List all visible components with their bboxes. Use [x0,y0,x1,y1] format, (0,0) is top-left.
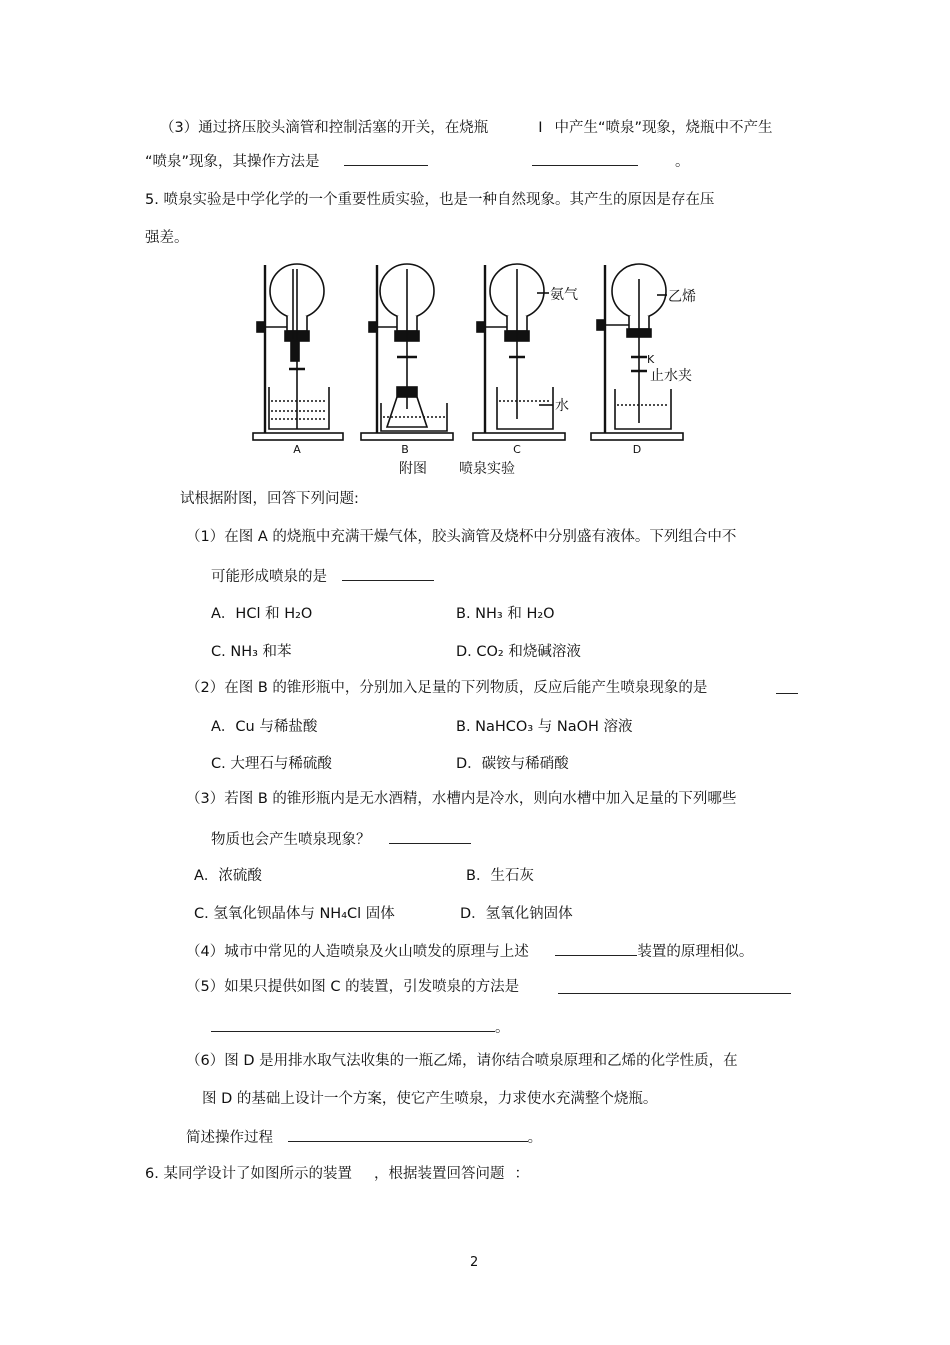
q5-p4-line [186,941,753,961]
q5-p1-option-c: C. NH₃ 和苯 [211,644,292,660]
q5-p3-line2-text: 物质也会产生喷泉现象？ [211,832,371,848]
figure-d-k-label: K [647,353,655,366]
q3-line1b: I [538,120,543,136]
q5-stem-line2: 强差。 [145,230,189,246]
fountain-experiment-figure [247,259,699,481]
q5-p1-line1: （1）在图 A 的烧瓶中充满干燥气体，胶头滴管及烧杯中分别盛有液体。下列组合中不 [186,529,737,545]
q5-p6-line2: 图 D 的基础上设计一个方案，使它产生喷泉，力求使水充满整个烧瓶。 [202,1091,658,1107]
q5-p6-line3-text: 简述操作过程 [186,1130,273,1146]
q3-answer-blank-1[interactable] [344,151,428,166]
figure-label-c: C [513,443,521,456]
q5-stem-line1: 5. 喷泉实验是中学化学的一个重要性质实验，也是一种自然现象。其产生的原因是存在压 [145,192,715,208]
apparatus-b [361,264,453,440]
q3-answer-blank-2[interactable] [532,151,638,166]
q5-p1-option-d: D. CO₂ 和烧碱溶液 [456,644,581,660]
q5-p1-answer-blank[interactable] [342,566,434,581]
figure-c-gas-label: 氨气 [550,287,578,303]
figure-c-water-label: 水 [555,398,569,414]
q3-line1c: 中产生“喷泉”现象，烧瓶中不产生 [554,120,773,136]
q3-line2-end: 。 [674,154,690,170]
q6-stem-b: ，根据装置回答问题 [373,1166,505,1182]
q5-p2-option-d: D．碳铵与稀硝酸 [456,756,569,772]
q5-p2-line: （2）在图 B 的锥形瓶中，分别加入足量的下列物质，反应后能产生喷泉现象的是 [186,680,708,696]
q5-p3-option-c: C. 氢氧化钡晶体与 NH₄Cl 固体 [194,906,395,922]
apparatus-a [253,264,343,440]
q5-p4-answer-blank[interactable] [555,941,637,956]
q5-p2-option-a: A．Cu 与稀盐酸 [211,719,318,735]
q5-p2-option-c: C. 大理石与稀硫酸 [211,756,332,772]
q5-p4-text-b: 装置的原理相似。 [637,944,754,960]
q3-line2 [145,151,689,171]
q5-p4-text-a: （4）城市中常见的人造喷泉及火山喷发的原理与上述 [186,944,529,960]
q6-stem [145,1165,529,1183]
q5-p3-option-d: D．氢氧化钠固体 [460,906,573,922]
q5-p6-answer-blank[interactable] [288,1127,528,1142]
q5-p3-line2 [211,829,471,849]
q5-p2-answer-blank[interactable] [776,679,798,694]
figure-label-b: B [401,443,409,456]
q5-p1-line2-text: 可能形成喷泉的是 [211,569,327,585]
page-number: 2 [470,1255,479,1270]
figure-label-a: A [293,443,301,456]
q5-intro: 试根据附图，回答下列问题: [180,491,359,507]
q5-p2-option-b: B. NaHCO₃ 与 NaOH 溶液 [456,719,633,735]
q5-p3-answer-blank[interactable] [389,829,471,844]
q5-p3-option-a: A．浓硫酸 [194,868,262,884]
q5-p5-line: （5）如果只提供如图 C 的装置，引发喷泉的方法是 [186,979,520,995]
q5-p3-option-b: B．生石灰 [466,868,534,884]
q5-p3-line1: （3）若图 B 的锥形瓶内是无水酒精，水槽内是冷水，则向水槽中加入足量的下列哪些 [186,791,737,807]
q3-line1a: （3）通过挤压胶头滴管和控制活塞的开关，在烧瓶 [160,120,489,136]
q5-p5-answer-blank-2[interactable] [211,1017,495,1032]
q6-stem-c: ： [514,1166,529,1182]
q5-p6-line3 [186,1127,542,1147]
figure-d-clamp-label: 止水夹 [650,368,692,384]
q5-p5-line2 [211,1017,510,1037]
q5-p5-end: 。 [495,1020,510,1036]
q6-stem-a: 6. 某同学设计了如图所示的装置 [145,1166,352,1182]
figure-d-gas-label: 乙烯 [668,289,696,305]
q5-p1-option-b: B. NH₃ 和 H₂O [456,606,555,622]
q5-p6-line1: （6）图 D 是用排水取气法收集的一瓶乙烯，请你结合喷泉原理和乙烯的化学性质，在 [186,1053,738,1069]
q5-p6-end: 。 [527,1130,543,1146]
q5-p1-option-a: A．HCl 和 H₂O [211,606,313,622]
q5-p1-line2 [211,566,434,586]
figure-caption-left: 附图 [399,461,427,477]
q5-p5-answer-blank-1[interactable] [558,979,791,994]
q3-line1 [160,119,773,137]
figure-label-d: D [632,443,642,456]
q3-line2-text: “喷泉”现象，其操作方法是 [145,154,320,170]
figure-caption-right: 喷泉实验 [459,461,515,477]
